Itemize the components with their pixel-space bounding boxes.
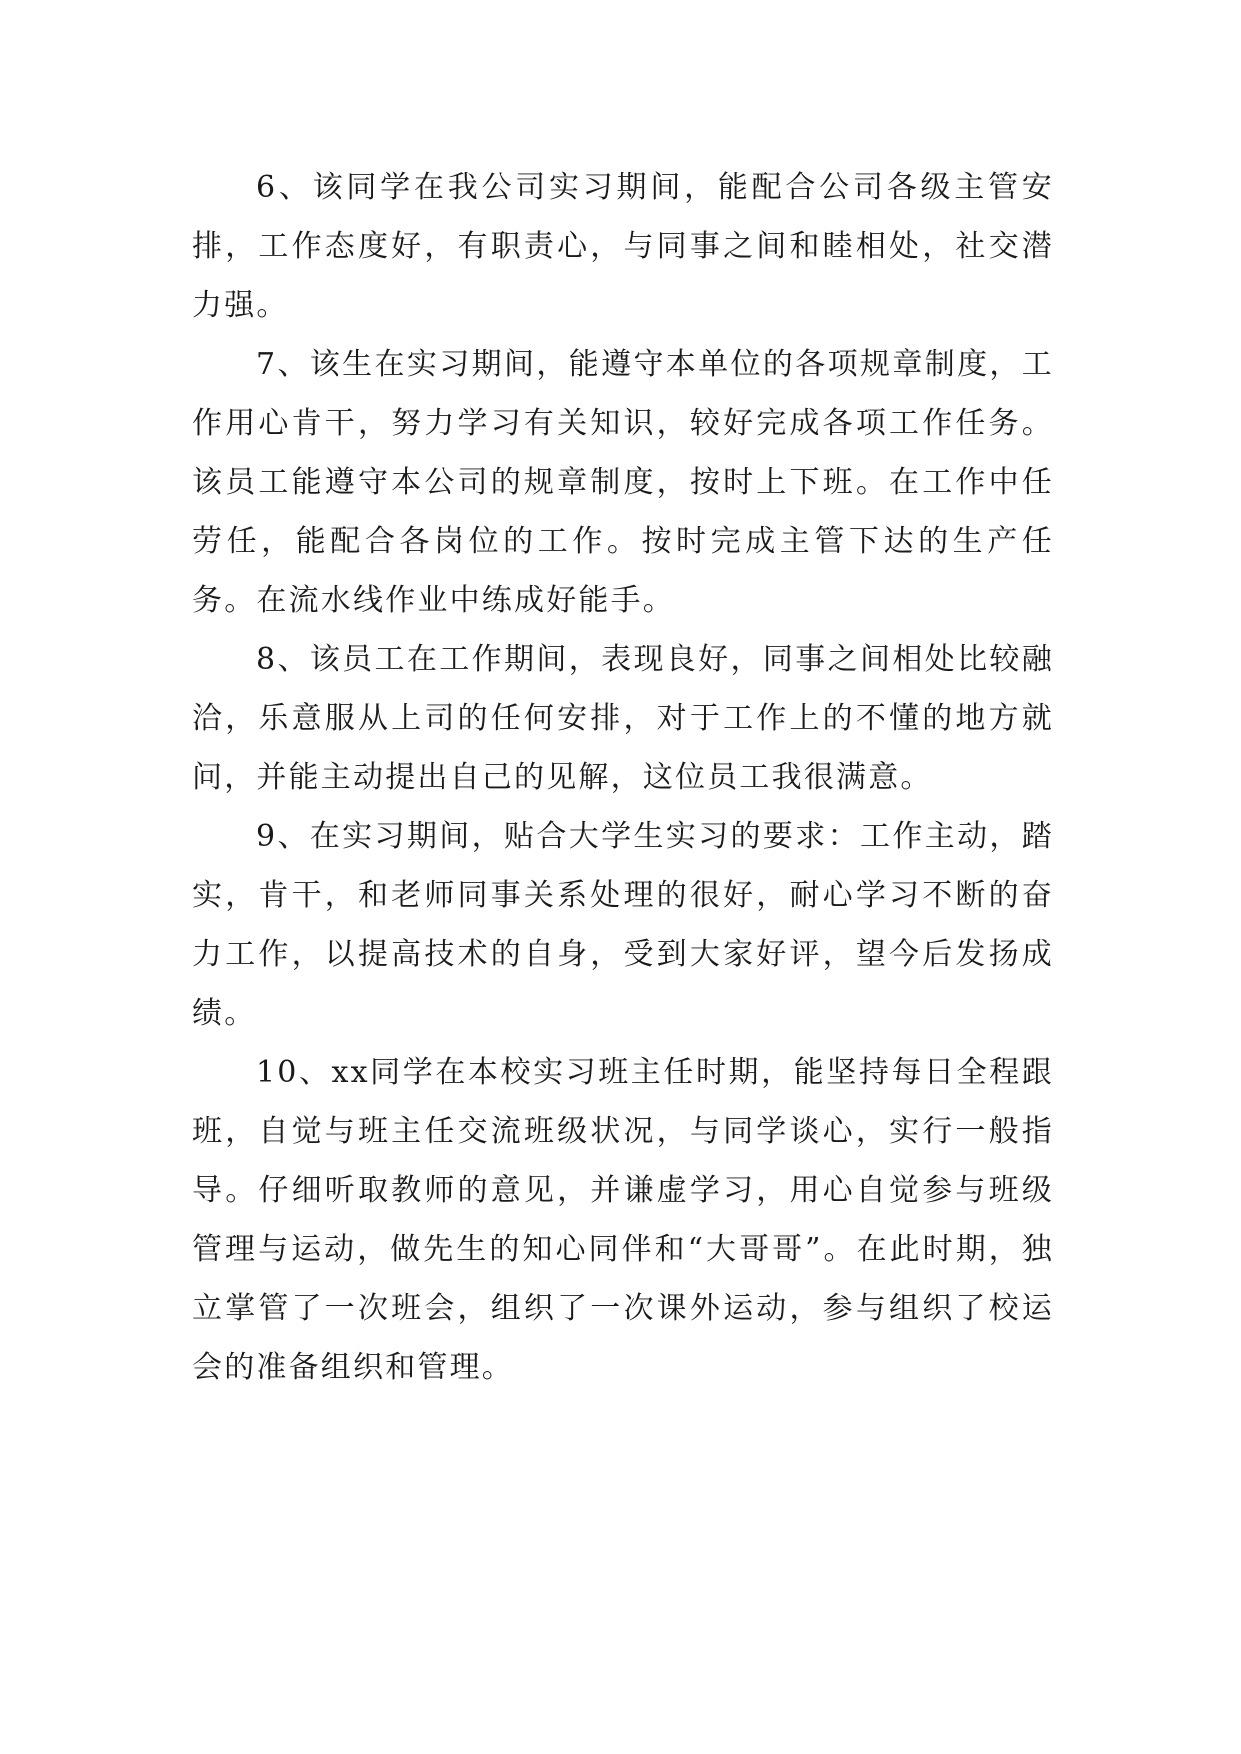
paragraph-9: 9、在实习期间，贴合大学生实习的要求：工作主动，踏实，肯干，和老师同事关系处理的很好，耐心学习不断的奋力工作，以提高技术的自身，受到大家好评，望今后发扬成绩。	[192, 819, 1054, 1031]
paragraph-8: 8、该员工在工作期间，表现良好，同事之间相处比较融洽，乐意服从上司的任何安排，对于工作上的不懂的地方就问，并能主动提出自己的见解，这位员工我很满意。	[192, 642, 1054, 795]
paragraph-7: 7、该生在实习期间，能遵守本单位的各项规章制度，工作用心肯干，努力学习有关知识，较好完成各项工作任务。该员工能遵守本公司的规章制度，按时上下班。在工作中任劳任，能配合各岗位的工作。按时完成主管下达的生产任务。在流水线作业中练成好能手。	[192, 347, 1054, 618]
document-body	[192, 158, 1054, 1397]
paragraph-6: 6、该同学在我公司实习期间，能配合公司各级主管安排，工作态度好，有职责心，与同事之间和睦相处，社交潜力强。	[192, 170, 1054, 323]
paragraph-10: 10、xx同学在本校实习班主任时期，能坚持每日全程跟班，自觉与班主任交流班级状况，与同学谈心，实行一般指导。仔细听取教师的意见，并谦虚学习，用心自觉参与班级管理与运动，做先生的知心同伴和“大哥哥”。在此时期，独立掌管了一次班会，组织了一次课外运动，参与组织了校运会的准备组织和管理。	[192, 1055, 1054, 1385]
